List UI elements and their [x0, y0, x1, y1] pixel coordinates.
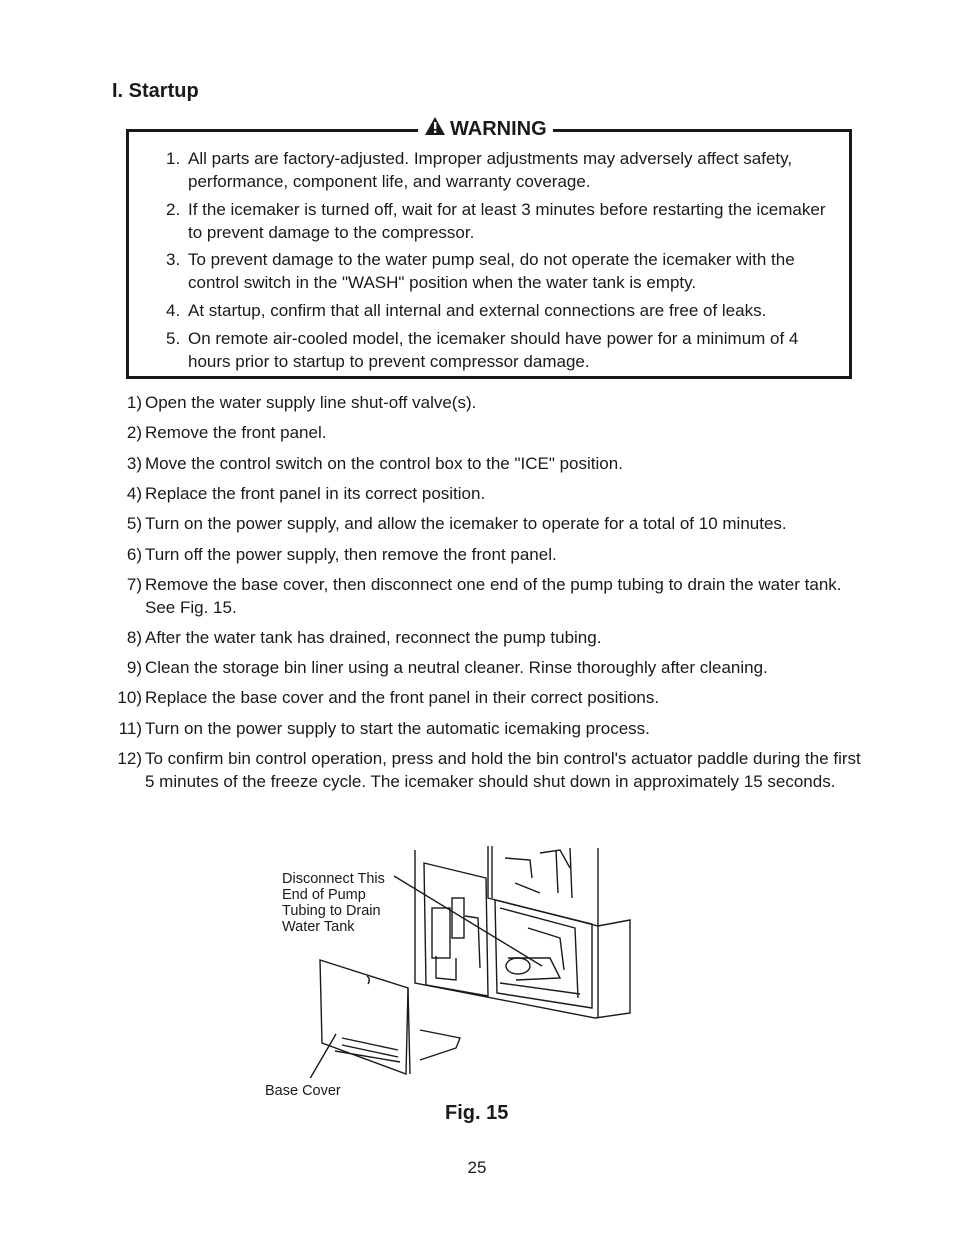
warning-item — [166, 148, 836, 193]
warning-item-num: 3. — [166, 250, 181, 269]
step-item — [112, 574, 872, 619]
step-item — [112, 718, 872, 741]
step-text: Remove the front panel. — [145, 423, 327, 442]
base-cover-label: Base Cover — [265, 1083, 341, 1099]
step-num: 5) — [126, 514, 142, 533]
step-text: Open the water supply line shut-off valve(s). — [145, 393, 477, 412]
step-item — [112, 392, 872, 415]
step-item — [112, 513, 872, 536]
tubing-label-line: Disconnect This — [282, 871, 385, 887]
tubing-label — [282, 871, 385, 935]
step-num: 2) — [126, 423, 142, 442]
step-item — [112, 687, 872, 710]
step-text: Turn on the power supply, and allow the icemaker to operate for a total of 10 minutes. — [145, 514, 787, 533]
step-num: 4) — [126, 484, 142, 503]
warning-item — [166, 249, 836, 294]
warning-item-num: 4. — [166, 301, 181, 320]
tubing-label-line: Tubing to Drain — [282, 903, 381, 919]
step-item — [112, 657, 872, 680]
warning-item-text: To prevent damage to the water pump seal, do not operate the icemaker with the control switch in the "WASH" position when the water tank is empty. — [188, 250, 795, 292]
step-text: Clean the storage bin liner using a neutral cleaner. Rinse thoroughly after cleaning. — [145, 658, 768, 677]
step-num: 11) — [118, 719, 142, 738]
step-num: 3) — [126, 454, 142, 473]
step-text: After the water tank has drained, reconnect the pump tubing. — [145, 628, 602, 647]
step-item — [112, 627, 872, 650]
warning-item — [166, 199, 836, 244]
step-num: 8) — [126, 628, 142, 647]
warning-heading — [418, 116, 553, 142]
warning-item-text: At startup, confirm that all internal and external connections are free of leaks. — [188, 301, 767, 320]
warning-item-num: 5. — [166, 329, 181, 348]
step-num: 1) — [126, 393, 142, 412]
step-text: Replace the base cover and the front panel in their correct positions. — [145, 688, 660, 707]
step-item — [112, 483, 872, 506]
warning-item-text: On remote air-cooled model, the icemaker should have power for a minimum of 4 hours prior to startup to prevent compressor damage. — [188, 329, 799, 371]
step-text: To confirm bin control operation, press and hold the bin control's actuator paddle during the first 5 minutes of the freeze cycle. The icemaker should shut down in approximately 15 seconds. — [145, 749, 861, 791]
section-title: I. Startup — [112, 80, 199, 102]
warning-item — [166, 328, 836, 373]
warning-item — [166, 300, 836, 323]
page-number: 25 — [467, 1158, 487, 1177]
warning-heading-text: WARNING — [450, 117, 547, 140]
step-item — [112, 748, 872, 793]
step-item — [112, 544, 872, 567]
step-num: 7) — [126, 575, 142, 594]
step-text: Move the control switch on the control box to the "ICE" position. — [145, 454, 623, 473]
step-item — [112, 422, 872, 445]
warning-item-text: If the icemaker is turned off, wait for at least 3 minutes before restarting the icemaker to prevent damage to the compressor. — [188, 200, 826, 242]
warning-item-num: 1. — [166, 149, 181, 168]
step-text: Replace the front panel in its correct position. — [145, 484, 486, 503]
step-text: Remove the base cover, then disconnect one end of the pump tubing to drain the water tank. See Fig. 15. — [145, 575, 842, 617]
step-num: 12) — [117, 749, 142, 768]
warning-triangle-icon — [424, 116, 446, 142]
figure-caption: Fig. 15 — [445, 1102, 509, 1124]
step-num: 6) — [126, 545, 142, 564]
step-text: Turn on the power supply to start the automatic icemaking process. — [145, 719, 650, 738]
step-item — [112, 453, 872, 476]
warning-item-text: All parts are factory-adjusted. Improper adjustments may adversely affect safety, performance, component life, and warranty coverage. — [188, 149, 793, 191]
tubing-label-line: End of Pump — [282, 887, 366, 903]
step-text: Turn off the power supply, then remove the front panel. — [145, 545, 557, 564]
step-num: 10) — [117, 688, 142, 707]
tubing-label-line: Water Tank — [282, 919, 355, 935]
step-num: 9) — [126, 658, 142, 677]
warning-item-num: 2. — [166, 200, 181, 219]
